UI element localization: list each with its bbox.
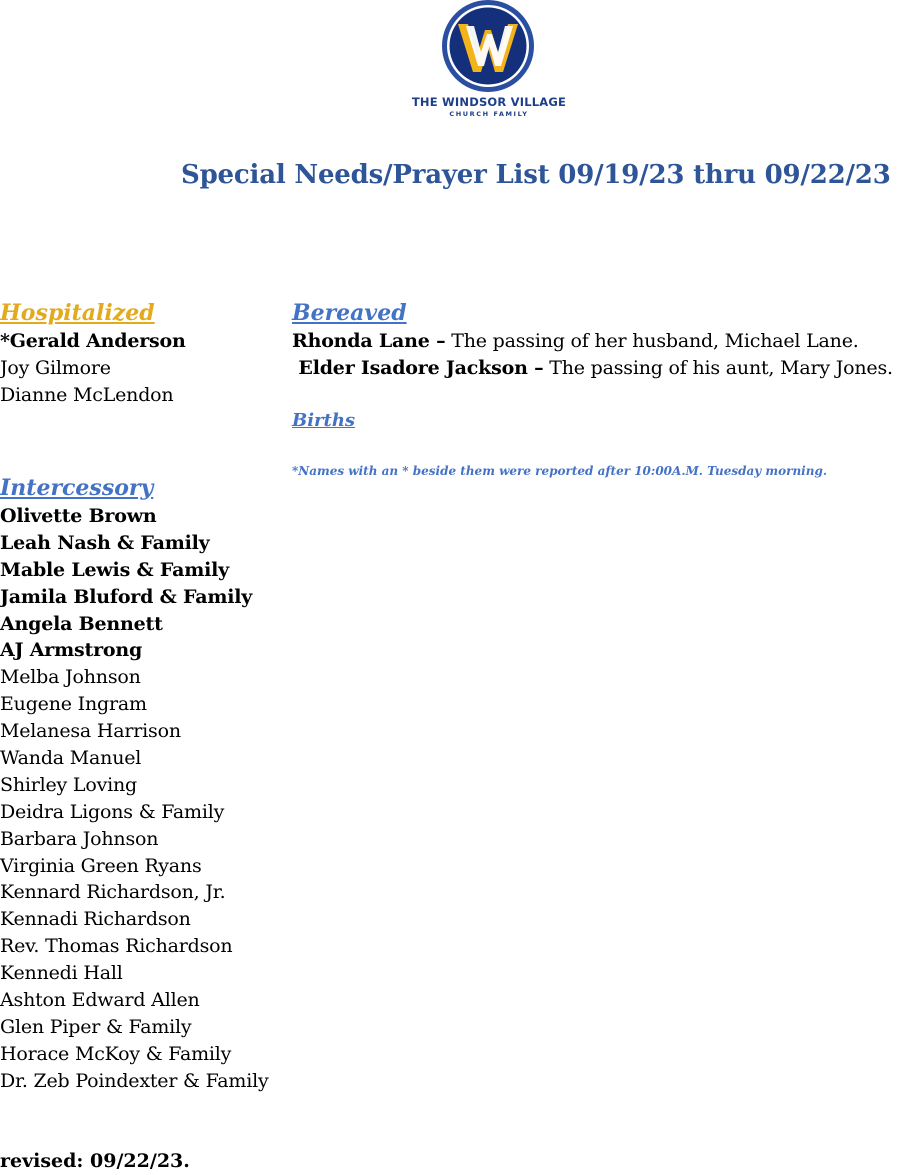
list-item: Eugene Ingram — [0, 693, 147, 716]
list-item: Angela Bennett — [0, 612, 163, 635]
bereaved-detail: The passing of her husband, Michael Lane. — [445, 330, 859, 352]
list-item: AJ Armstrong — [0, 639, 143, 662]
bereaved-heading: Bereaved — [292, 300, 407, 326]
bereaved-name: Elder Isadore Jackson – — [292, 357, 544, 379]
list-item: Virginia Green Ryans — [0, 854, 202, 877]
list-item: Shirley Loving — [0, 773, 137, 796]
list-item: Kennard Richardson, Jr. — [0, 881, 226, 904]
bereaved-entry — [292, 355, 893, 382]
revised-date: revised: 09/22/23. — [0, 1150, 190, 1172]
logo-caption — [404, 97, 574, 117]
list-item: Melba Johnson — [0, 666, 141, 689]
list-item: Dr. Zeb Poindexter & Family — [0, 1069, 269, 1092]
list-item: Dianne McLendon — [0, 383, 174, 406]
list-item: Kennedi Hall — [0, 962, 123, 985]
logo-caption-line2: CHURCH FAMILY — [449, 109, 529, 118]
bereaved-entry — [292, 328, 893, 355]
logo-caption-line1: THE WINDSOR VILLAGE — [411, 95, 567, 109]
hospitalized-heading: Hospitalized — [0, 300, 155, 326]
list-item: Horace McKoy & Family — [0, 1042, 232, 1065]
intercessory-list — [0, 503, 269, 1095]
intercessory-section — [0, 473, 269, 1095]
list-item: Kennadi Richardson — [0, 908, 191, 931]
births-section — [292, 410, 355, 431]
list-item: Melanesa Harrison — [0, 720, 181, 743]
list-item: Barbara Johnson — [0, 827, 159, 850]
list-item: Leah Nash & Family — [0, 531, 210, 554]
list-item: Glen Piper & Family — [0, 1015, 192, 1038]
list-item: Deidra Ligons & Family — [0, 800, 225, 823]
births-heading: Births — [292, 410, 356, 431]
intercessory-heading: Intercessory — [0, 475, 154, 501]
hospitalized-list — [0, 328, 186, 409]
bereaved-name: Rhonda Lane – — [292, 330, 446, 352]
list-item: Rev. Thomas Richardson — [0, 935, 233, 958]
page-title: Special Needs/Prayer List 09/19/23 thru 09/22/23 — [181, 160, 891, 190]
list-item: Ashton Edward Allen — [0, 989, 200, 1012]
list-item: Wanda Manuel — [0, 747, 142, 770]
list-item: Mable Lewis & Family — [0, 558, 229, 581]
hospitalized-section — [0, 298, 186, 409]
list-item: *Gerald Anderson — [0, 330, 186, 352]
list-item: Olivette Brown — [0, 505, 157, 527]
list-item: Jamila Bluford & Family — [0, 585, 253, 608]
bereaved-detail: The passing of his aunt, Mary Jones. — [543, 357, 893, 379]
bereaved-section — [292, 298, 893, 382]
list-item: Joy Gilmore — [0, 356, 111, 379]
footnote: *Names with an * beside them were reported after 10:00A.M. Tuesday morning. — [292, 464, 828, 478]
